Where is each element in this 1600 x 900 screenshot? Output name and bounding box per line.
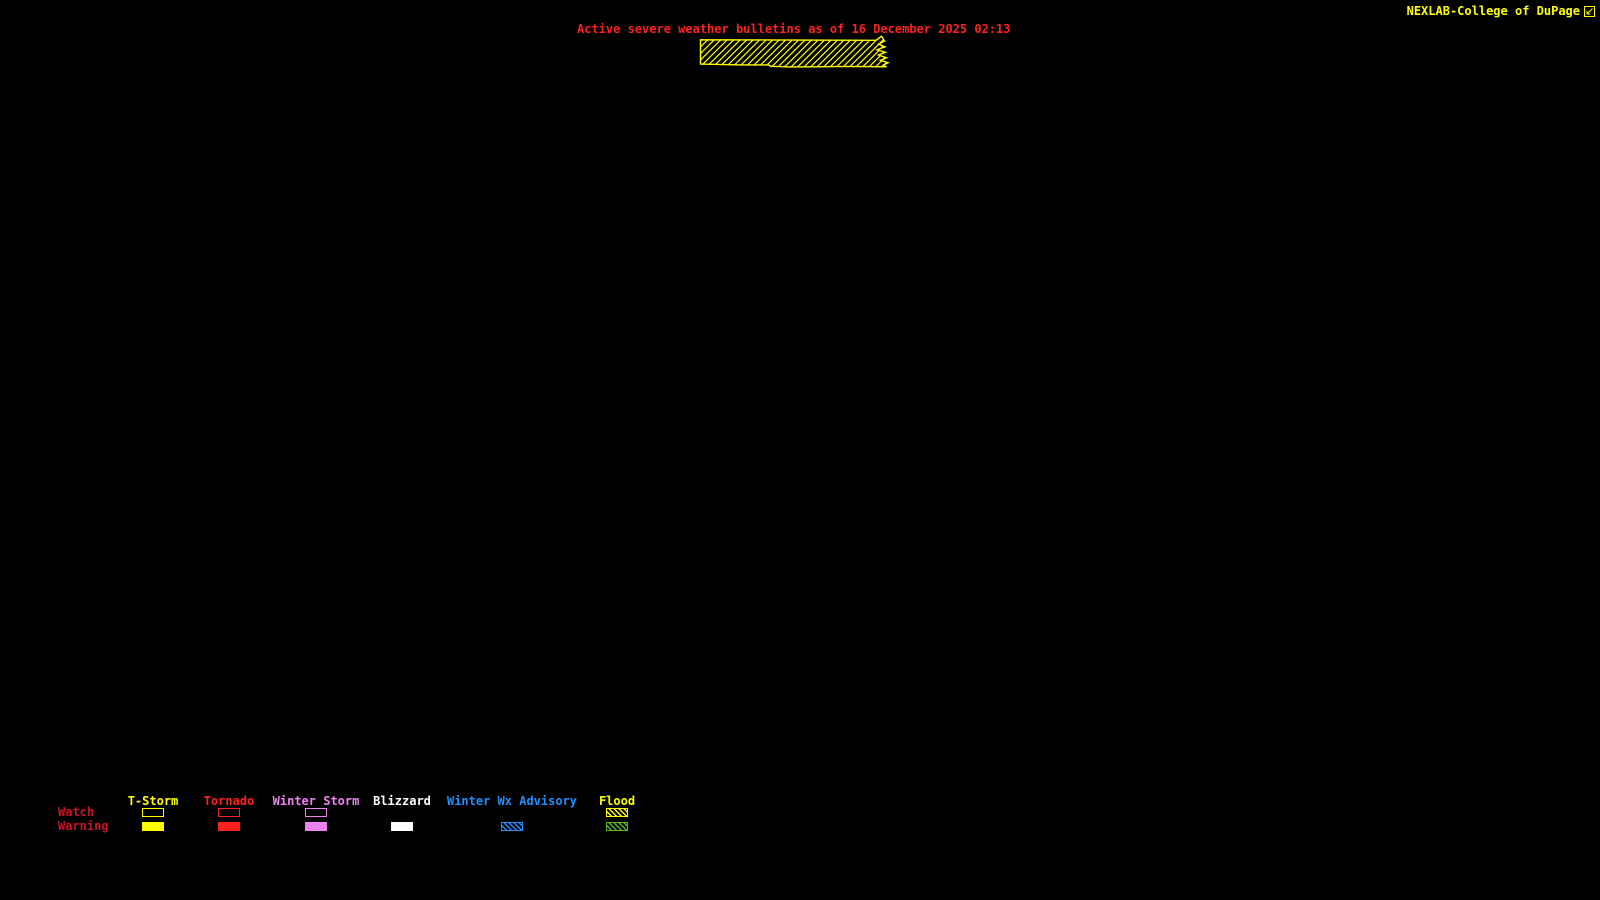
legend-swatch-blizzard-warning xyxy=(391,822,413,831)
legend-swatch-tstorm-warning xyxy=(142,822,164,831)
tstorm-watch-polygon xyxy=(701,36,889,67)
credit-text: NEXLAB-College of DuPage xyxy=(1406,4,1580,18)
legend-swatch-flood-warning xyxy=(606,822,628,831)
page-title: Active severe weather bulletins as of 16 December 2025 02:13 xyxy=(577,22,1011,36)
legend-swatch-tornado-warning xyxy=(218,822,240,831)
legend-header-blizzard: Blizzard xyxy=(373,794,431,808)
legend-swatch-tstorm-watch xyxy=(142,808,164,817)
legend-swatch-tornado-watch xyxy=(218,808,240,817)
legend-header-winter-wx-advisory: Winter Wx Advisory xyxy=(446,794,578,808)
legend-header-tornado: Tornado xyxy=(203,794,255,808)
legend-watch-row-label: Watch xyxy=(58,805,95,819)
legend-swatch-winter-storm-watch xyxy=(305,808,327,817)
legend-header-flood: Flood xyxy=(598,794,636,808)
legend-swatch-flood-watch xyxy=(606,808,628,817)
legend-swatch-winter-wx-advisory xyxy=(501,822,523,831)
legend-header-winter-storm: Winter Storm xyxy=(272,794,360,808)
legend-warning-row-label: Warning xyxy=(58,819,109,833)
legend-swatch-winter-storm-warning xyxy=(305,822,327,831)
legend-header-tstorm: T-Storm xyxy=(127,794,179,808)
